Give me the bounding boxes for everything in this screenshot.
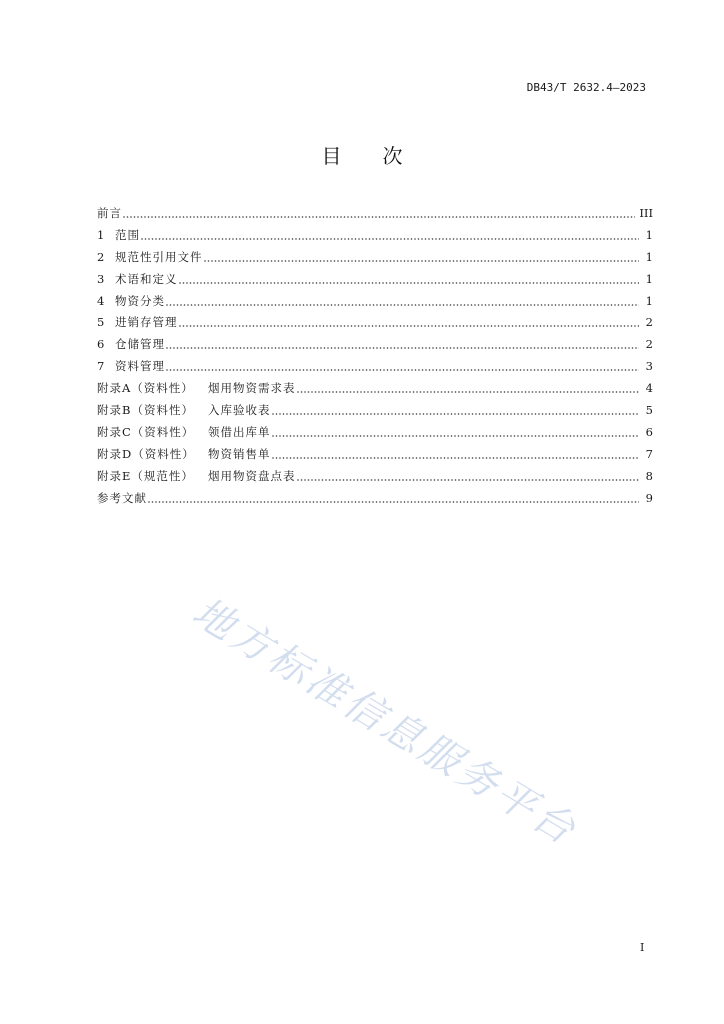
toc-entry [97,355,653,377]
toc-entry [97,377,653,399]
toc-dot-leader [272,413,640,415]
toc-entry-title: 仓储管理 [115,337,165,352]
toc-entry-page: 6 [645,424,653,439]
toc-entry-title: 范围 [115,227,140,242]
toc-appendix-label: 附录B（资料性） [97,402,194,417]
toc-entry-page: 2 [645,315,653,330]
toc-entry-page: 8 [645,468,653,483]
toc-dot-leader [179,325,640,327]
toc-entry-page: 3 [645,359,653,374]
toc-entry-title: 术语和定义 [115,271,178,286]
toc-entry-title: 参考文献 [97,490,147,505]
page-number: I [640,941,645,954]
toc-entry-number: 2 [97,249,106,264]
toc-entry-page: 2 [645,337,653,352]
toc-entry-page: 1 [645,271,653,286]
toc-entry-page: 9 [645,490,653,505]
toc-appendix-label: 附录E（规范性） [97,468,194,483]
toc-dot-leader [166,347,639,349]
toc-entry-number: 1 [97,227,106,242]
toc-entry [97,224,653,246]
toc-dot-leader [141,238,639,240]
toc-entry-number: 7 [97,359,106,374]
toc-appendix-label: 附录C（资料性） [97,424,195,439]
toc-entry [97,202,653,224]
toc-entry [97,311,653,333]
toc-entry-number: 4 [97,293,106,308]
toc-entry [97,443,653,465]
toc-entry [97,487,653,509]
toc-entry [97,268,653,290]
toc-entry-title: 进销存管理 [115,315,178,330]
toc-entry [97,465,653,487]
toc-entry [97,246,653,268]
toc-dot-leader [272,457,640,459]
toc-entry [97,290,653,312]
toc-dot-leader [297,479,640,481]
table-of-contents [97,202,653,508]
toc-entry-title: 资料管理 [115,359,165,374]
toc-entry-title: 物资销售单 [208,446,271,461]
toc-entry-number: 6 [97,337,106,352]
toc-entry-page: 4 [645,381,653,396]
toc-dot-leader [297,391,640,393]
toc-entry-page: III [639,205,653,220]
toc-entry-title: 前言 [97,205,122,220]
toc-entry-number: 3 [97,271,106,286]
toc-entry-page: 7 [645,446,653,461]
toc-dot-leader [123,216,635,218]
toc-entry-number: 5 [97,315,106,330]
toc-entry-page: 1 [645,227,653,242]
toc-entry [97,333,653,355]
toc-dot-leader [166,304,639,306]
toc-entry-page: 5 [645,402,653,417]
toc-entry-title: 领借出库单 [208,424,271,439]
toc-dot-leader [166,369,639,371]
toc-entry-title: 烟用物资盘点表 [208,468,296,483]
page-title: 目次 [321,144,444,168]
toc-dot-leader [179,282,640,284]
toc-dot-leader [272,435,640,437]
toc-dot-leader [204,260,640,262]
toc-entry-page: 1 [645,293,653,308]
toc-appendix-label: 附录D（资料性） [97,446,195,461]
toc-entry-title: 规范性引用文件 [115,249,203,264]
toc-entry-title: 烟用物资需求表 [208,381,296,396]
toc-entry-title: 物资分类 [115,293,165,308]
watermark: 地方标准信息服务平台 [184,588,586,856]
toc-entry-page: 1 [645,249,653,264]
toc-entry [97,399,653,421]
toc-dot-leader [148,501,639,503]
document-code: DB43/T 2632.4—2023 [526,81,646,94]
toc-entry-title: 入库验收表 [208,402,271,417]
toc-entry [97,421,653,443]
toc-appendix-label: 附录A（资料性） [97,381,194,396]
